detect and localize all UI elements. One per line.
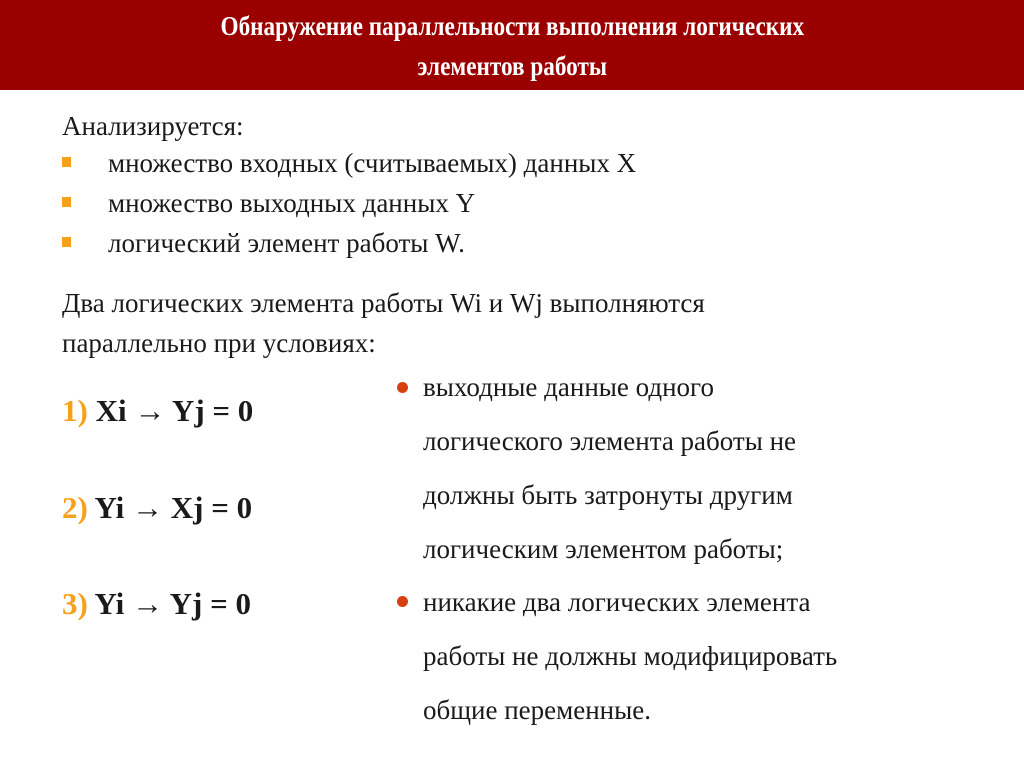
rule-line: логическим элементом работы; xyxy=(423,534,784,564)
title-line: элементов работы xyxy=(417,51,607,81)
square-bullet-icon xyxy=(62,157,71,167)
condition-1 xyxy=(62,393,253,429)
condition-expr: Xi → Yj = 0 xyxy=(95,393,254,428)
rule-line: работы не должны модифицировать xyxy=(423,641,838,671)
paragraph-line: Два логических элемента работы Wi и Wj выполняются xyxy=(62,288,705,318)
condition-3 xyxy=(62,586,251,622)
analyzed-item: множество выходных данных Y xyxy=(108,188,476,218)
rule-line: никакие два логических элемента xyxy=(423,587,811,617)
analyzed-item: логический элемент работы W. xyxy=(108,228,465,258)
title-line: Обнаружение параллельности выполнения логических xyxy=(220,11,804,41)
paragraph-line: параллельно при условиях: xyxy=(62,328,376,358)
square-bullet-icon xyxy=(62,237,71,247)
rule-line: общие переменные. xyxy=(423,695,651,725)
square-bullet-icon xyxy=(62,197,71,207)
condition-expr: Yi → Yj = 0 xyxy=(94,586,252,621)
condition-expr: Yi → Xj = 0 xyxy=(94,490,253,525)
analyzed-item: множество входных (считываемых) данных X xyxy=(108,148,637,178)
intro-text: Анализируется: xyxy=(62,111,244,141)
condition-number: 3) xyxy=(62,586,88,621)
condition-number: 2) xyxy=(62,490,88,525)
rule-line: логического элемента работы не xyxy=(423,426,797,456)
slide-title xyxy=(0,0,1024,90)
condition-2 xyxy=(62,490,252,526)
rule-line: должны быть затронуты другим xyxy=(423,480,793,510)
round-bullet-icon xyxy=(397,382,408,393)
rule-line: выходные данные одного xyxy=(423,372,714,402)
round-bullet-icon xyxy=(397,596,408,607)
condition-number: 1) xyxy=(62,393,88,428)
